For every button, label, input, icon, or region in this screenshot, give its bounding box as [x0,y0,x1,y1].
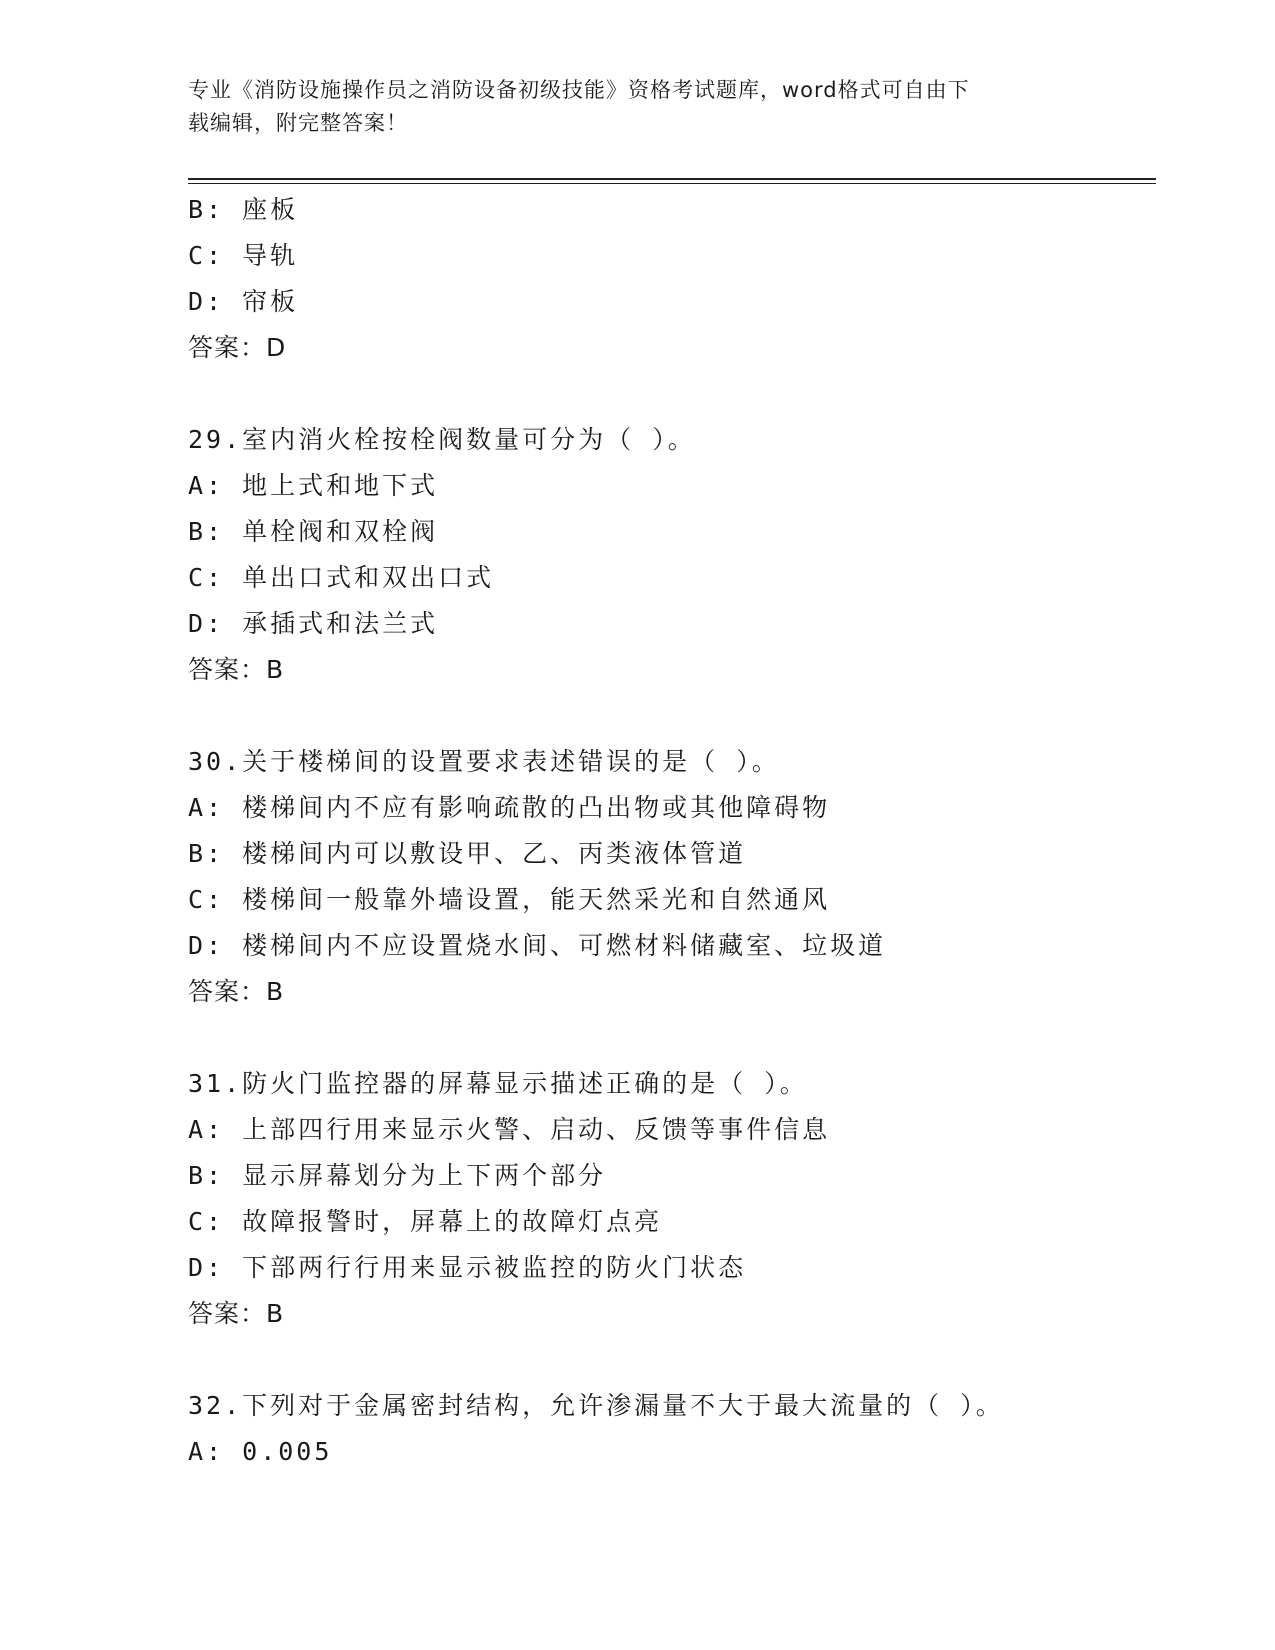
question-28-continued [188,187,1156,371]
document-header [188,74,1068,140]
question-stem: 29.室内消火栓按栓阀数量可分为（ ）。 [188,425,696,454]
question-30 [188,739,1156,1015]
question-31 [188,1061,1156,1337]
spacer [188,1337,1156,1383]
option-a: A: 0.005 [188,1437,333,1466]
question-stem: 30.关于楼梯间的设置要求表述错误的是（ ）。 [188,747,780,776]
option-b: B: 楼梯间内可以敷设甲、乙、丙类液体管道 [188,839,747,868]
option-b: B: 显示屏幕划分为上下两个部分 [188,1161,607,1190]
option-d: D: 楼梯间内不应设置烧水间、可燃材料储藏室、垃圾道 [188,931,887,960]
option-c: C: 故障报警时，屏幕上的故障灯点亮 [188,1207,663,1236]
option-d: D: 承插式和法兰式 [188,609,439,638]
answer: 答案：B [188,655,285,684]
option-a: A: 上部四行用来显示火警、启动、反馈等事件信息 [188,1115,831,1144]
option-c: C: 楼梯间一般靠外墙设置，能天然采光和自然通风 [188,885,831,914]
option-a: A: 楼梯间内不应有影响疏散的凸出物或其他障碍物 [188,793,831,822]
spacer [188,371,1156,417]
header-divider-thin [188,183,1156,184]
option-b: B: 座板 [188,195,299,224]
answer: 答案：B [188,1299,285,1328]
question-29 [188,417,1156,693]
header-line-2: 载编辑，附完整答案！ [188,111,408,135]
question-stem: 32.下列对于金属密封结构，允许渗漏量不大于最大流量的（ ）。 [188,1391,1004,1420]
question-32 [188,1383,1156,1475]
option-d: D: 帘板 [188,287,299,316]
header-line-1: 专业《消防设施操作员之消防设备初级技能》资格考试题库，word格式可自由下 [188,78,970,102]
header-divider-thick [188,178,1156,180]
question-list [188,187,1156,1475]
option-a: A: 地上式和地下式 [188,471,439,500]
option-d: D: 下部两行行用来显示被监控的防火门状态 [188,1253,747,1282]
question-stem: 31.防火门监控器的屏幕显示描述正确的是（ ）。 [188,1069,808,1098]
option-b: B: 单栓阀和双栓阀 [188,517,439,546]
option-c: C: 导轨 [188,241,299,270]
option-c: C: 单出口式和双出口式 [188,563,495,592]
answer: 答案：B [188,977,285,1006]
answer: 答案：D [188,333,287,362]
spacer [188,1015,1156,1061]
spacer [188,693,1156,739]
